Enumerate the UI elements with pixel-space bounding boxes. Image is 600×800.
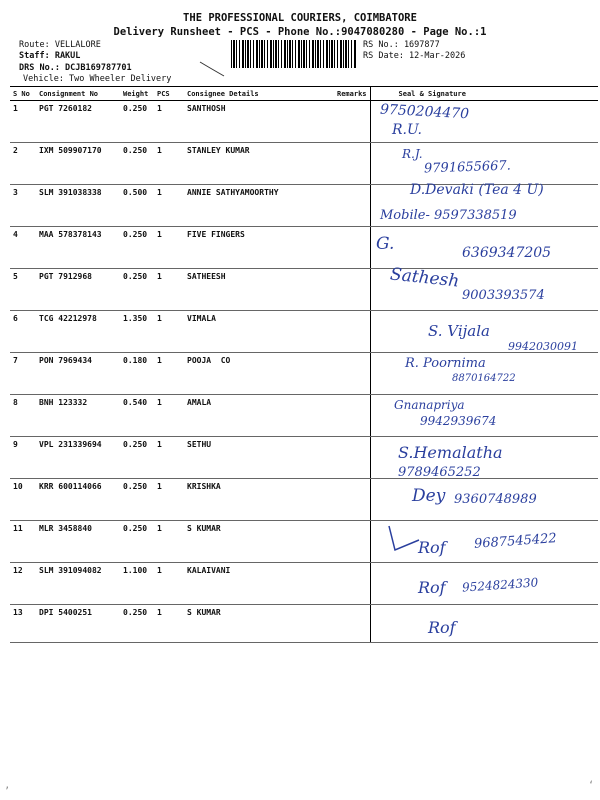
row-weight: 0.250 (120, 479, 154, 521)
row-sno: 6 (10, 311, 36, 353)
col-remarks: Remarks (334, 87, 370, 101)
rs-date: RS Date: 12-Mar-2026 (363, 51, 466, 61)
row-sno: 7 (10, 353, 36, 395)
row-consignee: POOJA CO (184, 353, 334, 395)
handwritten-phone: 9687545422 (473, 531, 558, 552)
row-sno: 3 (10, 185, 36, 227)
row-weight: 0.250 (120, 437, 154, 479)
row-remarks (334, 101, 370, 143)
handwritten-signature: Sathesh (389, 264, 461, 292)
handwritten-phone: 9942030091 (508, 340, 578, 353)
row-consignee: AMALA (184, 395, 334, 437)
row-pcs: 1 (154, 479, 184, 521)
row-pcs: 1 (154, 101, 184, 143)
handwritten-signature: R. Poornima (405, 356, 486, 371)
row-weight: 0.250 (120, 269, 154, 311)
row-consignment: MLR 3458840 (36, 521, 120, 563)
row-consignment: PGT 7912968 (36, 269, 120, 311)
row-remarks (334, 311, 370, 353)
company-title: THE PROFESSIONAL COURIERS, COIMBATORE (183, 12, 417, 24)
pen-mark (198, 60, 228, 80)
row-consignee: SANTHOSH (184, 101, 334, 143)
scan-mark: ‘ (588, 780, 595, 791)
row-remarks (334, 605, 370, 643)
handwritten-phone: 9789465252 (398, 465, 481, 480)
row-pcs: 1 (154, 605, 184, 643)
row-consignee: KALAIVANI (184, 563, 334, 605)
row-consignee: FIVE FINGERS (184, 227, 334, 269)
row-remarks (334, 143, 370, 185)
row-consignee: KRISHKA (184, 479, 334, 521)
row-remarks (334, 353, 370, 395)
row-remarks (334, 437, 370, 479)
row-consignment: VPL 231339694 (36, 437, 120, 479)
row-sno: 8 (10, 395, 36, 437)
row-consignment: PGT 7260182 (36, 101, 120, 143)
row-pcs: 1 (154, 227, 184, 269)
table-row (10, 437, 598, 479)
handwritten-signature: Rof (428, 618, 456, 637)
row-weight: 1.350 (120, 311, 154, 353)
runsheet-subtitle: Delivery Runsheet - PCS - Phone No.:9047080280 - Page No.:1 (113, 26, 487, 38)
handwritten-signature: R.U. (392, 122, 422, 138)
row-sno: 2 (10, 143, 36, 185)
table-row (10, 395, 598, 437)
vehicle-label: Vehicle: Two Wheeler Delivery (23, 74, 172, 84)
handwritten-phone: 8870164722 (452, 373, 516, 384)
col-signature: Seal & Signature (370, 87, 598, 101)
row-pcs: 1 (154, 269, 184, 311)
handwritten-signature: D.Devaki (Tea 4 U) (410, 182, 544, 198)
row-sno: 12 (10, 563, 36, 605)
row-pcs: 1 (154, 185, 184, 227)
table-row (10, 101, 598, 143)
handwritten-signature: Rof (418, 578, 446, 597)
row-consignment: IXM 509907170 (36, 143, 120, 185)
row-pcs: 1 (154, 563, 184, 605)
row-sno: 13 (10, 605, 36, 643)
handwritten-signature: Dey (412, 486, 446, 506)
handwritten-signature: Gnanapriya (394, 398, 465, 412)
row-remarks (334, 563, 370, 605)
row-weight: 0.180 (120, 353, 154, 395)
row-weight: 0.540 (120, 395, 154, 437)
scan-mark: ’ (4, 786, 11, 797)
row-weight: 0.250 (120, 227, 154, 269)
row-consignee: STANLEY KUMAR (184, 143, 334, 185)
row-consignment: MAA 578378143 (36, 227, 120, 269)
row-pcs: 1 (154, 143, 184, 185)
barcode (231, 40, 356, 68)
row-sno: 4 (10, 227, 36, 269)
row-pcs: 1 (154, 353, 184, 395)
table-row (10, 605, 598, 643)
row-sno: 1 (10, 101, 36, 143)
row-remarks (334, 185, 370, 227)
row-consignment: SLM 391038338 (36, 185, 120, 227)
handwritten-signature: G. (376, 234, 395, 254)
handwritten-phone: 6369347205 (462, 245, 552, 261)
row-sno: 9 (10, 437, 36, 479)
row-weight: 0.500 (120, 185, 154, 227)
col-pcs: PCS (154, 87, 184, 101)
row-pcs: 1 (154, 521, 184, 563)
handwritten-phone: Mobile- 9597338519 (380, 208, 517, 223)
col-sno: S No (10, 87, 36, 101)
row-consignment: KRR 600114066 (36, 479, 120, 521)
row-consignment: TCG 42212978 (36, 311, 120, 353)
col-consignment: Consignment No (36, 87, 120, 101)
row-consignee: ANNIE SATHYAMOORTHY (184, 185, 334, 227)
handwritten-phone: 9524824330 (461, 575, 539, 595)
row-signature (370, 605, 598, 643)
handwritten-phone: 9360748989 (454, 492, 537, 507)
row-consignment: SLM 391094082 (36, 563, 120, 605)
row-remarks (334, 227, 370, 269)
handwritten-phone: 9750204470 (379, 101, 470, 123)
row-sno: 11 (10, 521, 36, 563)
handwritten-phone: 9003393574 (462, 288, 545, 303)
row-pcs: 1 (154, 395, 184, 437)
row-consignment: BNH 123332 (36, 395, 120, 437)
col-consignee: Consignee Details (184, 87, 334, 101)
row-weight: 0.250 (120, 143, 154, 185)
row-consignee: S KUMAR (184, 605, 334, 643)
handwritten-phone: 9791655667. (423, 158, 512, 177)
row-remarks (334, 479, 370, 521)
tick-mark (385, 520, 425, 560)
row-consignee: SATHEESH (184, 269, 334, 311)
row-remarks (334, 521, 370, 563)
row-weight: 1.100 (120, 563, 154, 605)
row-remarks (334, 395, 370, 437)
row-consignment: DPI 5400251 (36, 605, 120, 643)
drs-label: DRS No.: DCJB169787701 (19, 63, 132, 73)
row-sno: 10 (10, 479, 36, 521)
row-pcs: 1 (154, 311, 184, 353)
row-weight: 0.250 (120, 605, 154, 643)
rs-number: RS No.: 1697877 (363, 40, 440, 50)
route-label: Route: VELLALORE (19, 40, 101, 50)
row-consignee: S KUMAR (184, 521, 334, 563)
row-sno: 5 (10, 269, 36, 311)
handwritten-signature: R.J. (402, 147, 423, 161)
row-consignee: VIMALA (184, 311, 334, 353)
handwritten-signature: S.Hemalatha (398, 443, 503, 462)
handwritten-phone: 9942939674 (420, 414, 497, 428)
row-pcs: 1 (154, 437, 184, 479)
handwritten-signature: S. Vijala (428, 322, 490, 340)
col-weight: Weight (120, 87, 154, 101)
table-header-row (10, 87, 598, 101)
handwritten-signature: Rof (418, 538, 446, 557)
row-weight: 0.250 (120, 521, 154, 563)
row-consignee: SETHU (184, 437, 334, 479)
row-weight: 0.250 (120, 101, 154, 143)
staff-label: Staff: RAKUL (19, 51, 81, 61)
row-remarks (334, 269, 370, 311)
row-consignment: PON 7969434 (36, 353, 120, 395)
